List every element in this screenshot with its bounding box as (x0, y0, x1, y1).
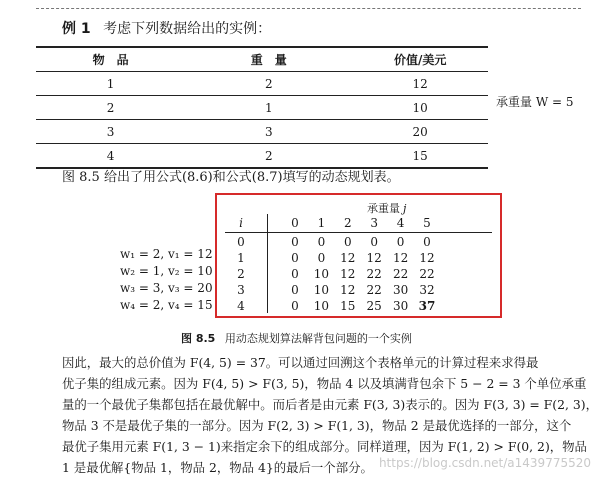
top-dashed-rule (36, 8, 581, 9)
capacity-note: 承重量 W = 5 (496, 95, 574, 109)
dp-row-index: 2 (237, 267, 245, 281)
dp-cell: 0 (291, 299, 299, 313)
dp-cell: 12 (392, 251, 409, 265)
dp-column-header: 1 (317, 216, 326, 230)
dp-column-header: 5 (423, 216, 431, 230)
cell-value: 10 (352, 96, 488, 120)
intro-text: 图 8.5 给出了用公式(8.6)和公式(8.7)填写的动态规划表。 (62, 170, 400, 185)
dp-cell: 0 (370, 235, 378, 249)
dp-column-header-row (217, 216, 502, 232)
dp-cell: 12 (340, 267, 356, 281)
dp-cell: 22 (366, 283, 382, 297)
cell-weight: 3 (185, 120, 352, 144)
item-param-1: w₁ = 2, v₁ = 12 (120, 247, 213, 261)
paragraph-line: 物品 3 不是最优子集的一部分。因为 F(2, 3) > F(1, 3)，物品 2 是最优选择的一部分，这个 (62, 418, 572, 433)
cell-weight: 1 (185, 96, 352, 120)
table-row (36, 72, 488, 96)
dp-table-row (217, 267, 502, 283)
dp-cell: 0 (396, 235, 405, 249)
paragraph-line: 1 是最优解{物品 1，物品 2，物品 4}的最后一个部分。 (62, 460, 373, 475)
dp-cell: 22 (392, 267, 409, 281)
dp-cell: 15 (340, 299, 356, 313)
dp-cell: 22 (366, 267, 382, 281)
cell-item: 3 (36, 120, 185, 144)
cell-weight: 2 (185, 72, 352, 96)
table-row (36, 96, 488, 120)
dp-header-label: 承重量 (367, 202, 400, 215)
dp-cell: 10 (313, 267, 330, 281)
dp-cell: 10 (313, 299, 330, 313)
caption-text: 用动态规划算法解背包问题的一个实例 (224, 332, 412, 345)
dp-cell: 12 (340, 251, 356, 265)
dp-row-label-header: i (239, 216, 243, 230)
dp-cell: 0 (291, 267, 299, 281)
caption-number: 图 8.5 (181, 332, 216, 345)
dp-row-index: 3 (237, 283, 245, 297)
item-param-4: w₄ = 2, v₄ = 15 (120, 298, 213, 312)
cell-value: 20 (352, 120, 488, 144)
cell-item: 4 (36, 144, 185, 169)
dp-header-var: j (403, 202, 407, 215)
table-row (36, 144, 488, 169)
item-param-3: w₃ = 3, v₃ = 20 (120, 281, 213, 295)
dp-cell: 12 (366, 251, 382, 265)
table-row (36, 120, 488, 144)
dp-cell: 22 (419, 267, 435, 281)
dp-cell: 12 (340, 283, 356, 297)
dp-cell: 0 (291, 235, 299, 249)
paragraph-line: 优子集的组成元素。因为 F(4, 5) > F(3, 5)，物品 4 以及填满背包余下 5 − 2 = 3 个单位承重 (62, 376, 587, 391)
dp-cell: 0 (291, 283, 299, 297)
header-value: 价值/美元 (352, 47, 488, 72)
example-heading (62, 18, 271, 38)
item-table-header-row (36, 47, 488, 72)
dp-cell: 37 (418, 299, 436, 313)
item-parameters (120, 247, 213, 315)
dp-header-rule (225, 232, 492, 233)
dp-table-row (217, 299, 502, 315)
dp-cell: 0 (423, 235, 431, 249)
dp-cell: 25 (366, 299, 382, 313)
dp-capacity-header (367, 200, 406, 216)
dp-column-header: 2 (343, 216, 352, 230)
dp-cell: 12 (419, 251, 435, 265)
dp-cell: 30 (392, 283, 409, 297)
item-param-2: w₂ = 1, v₂ = 10 (120, 264, 213, 278)
dp-table-row (217, 235, 502, 251)
dp-cell: 30 (392, 299, 409, 313)
dp-table-row (217, 251, 502, 267)
watermark: https://blog.csdn.net/a1439775520 (378, 456, 591, 470)
dp-column-header: 3 (370, 216, 378, 230)
cell-value: 15 (352, 144, 488, 169)
item-table (36, 46, 488, 169)
example-label: 例 1 (62, 21, 91, 37)
paragraph-line: 量的一个最优子集都包括在最优解中。而后者是由元素 F(3, 3)表示的。因为 F(3, 3) = F(2, 3)， (62, 397, 598, 412)
dp-cell: 32 (419, 283, 435, 297)
dp-row-index: 0 (237, 235, 245, 249)
figure-caption (181, 330, 412, 346)
dp-column-header: 4 (396, 216, 405, 230)
cell-weight: 2 (185, 144, 352, 169)
example-text: 考虑下列数据给出的实例： (103, 21, 272, 37)
dp-cell: 0 (291, 251, 299, 265)
dp-table-row (217, 283, 502, 299)
dp-table-box (215, 193, 502, 318)
dp-column-header: 0 (291, 216, 299, 230)
cell-item: 2 (36, 96, 185, 120)
header-weight: 重 量 (185, 47, 352, 72)
dp-cell: 10 (313, 283, 330, 297)
dp-row-index: 1 (237, 251, 245, 265)
paragraph-line: 最优子集用元素 F(1, 3 − 1)来指定余下的组成部分。同样道理，因为 F(1, 2) > F(0, 2)，物品 (62, 439, 587, 454)
dp-cell: 0 (343, 235, 352, 249)
header-item: 物 品 (36, 47, 185, 72)
cell-value: 12 (352, 72, 488, 96)
cell-item: 1 (36, 72, 185, 96)
dp-cell: 0 (317, 235, 326, 249)
dp-cell: 0 (317, 251, 326, 265)
paragraph-line: 因此，最大的总价值为 F(4, 5) = 37。可以通过回溯这个表格单元的计算过程来求得最 (62, 355, 539, 370)
dp-row-index: 4 (237, 299, 245, 313)
